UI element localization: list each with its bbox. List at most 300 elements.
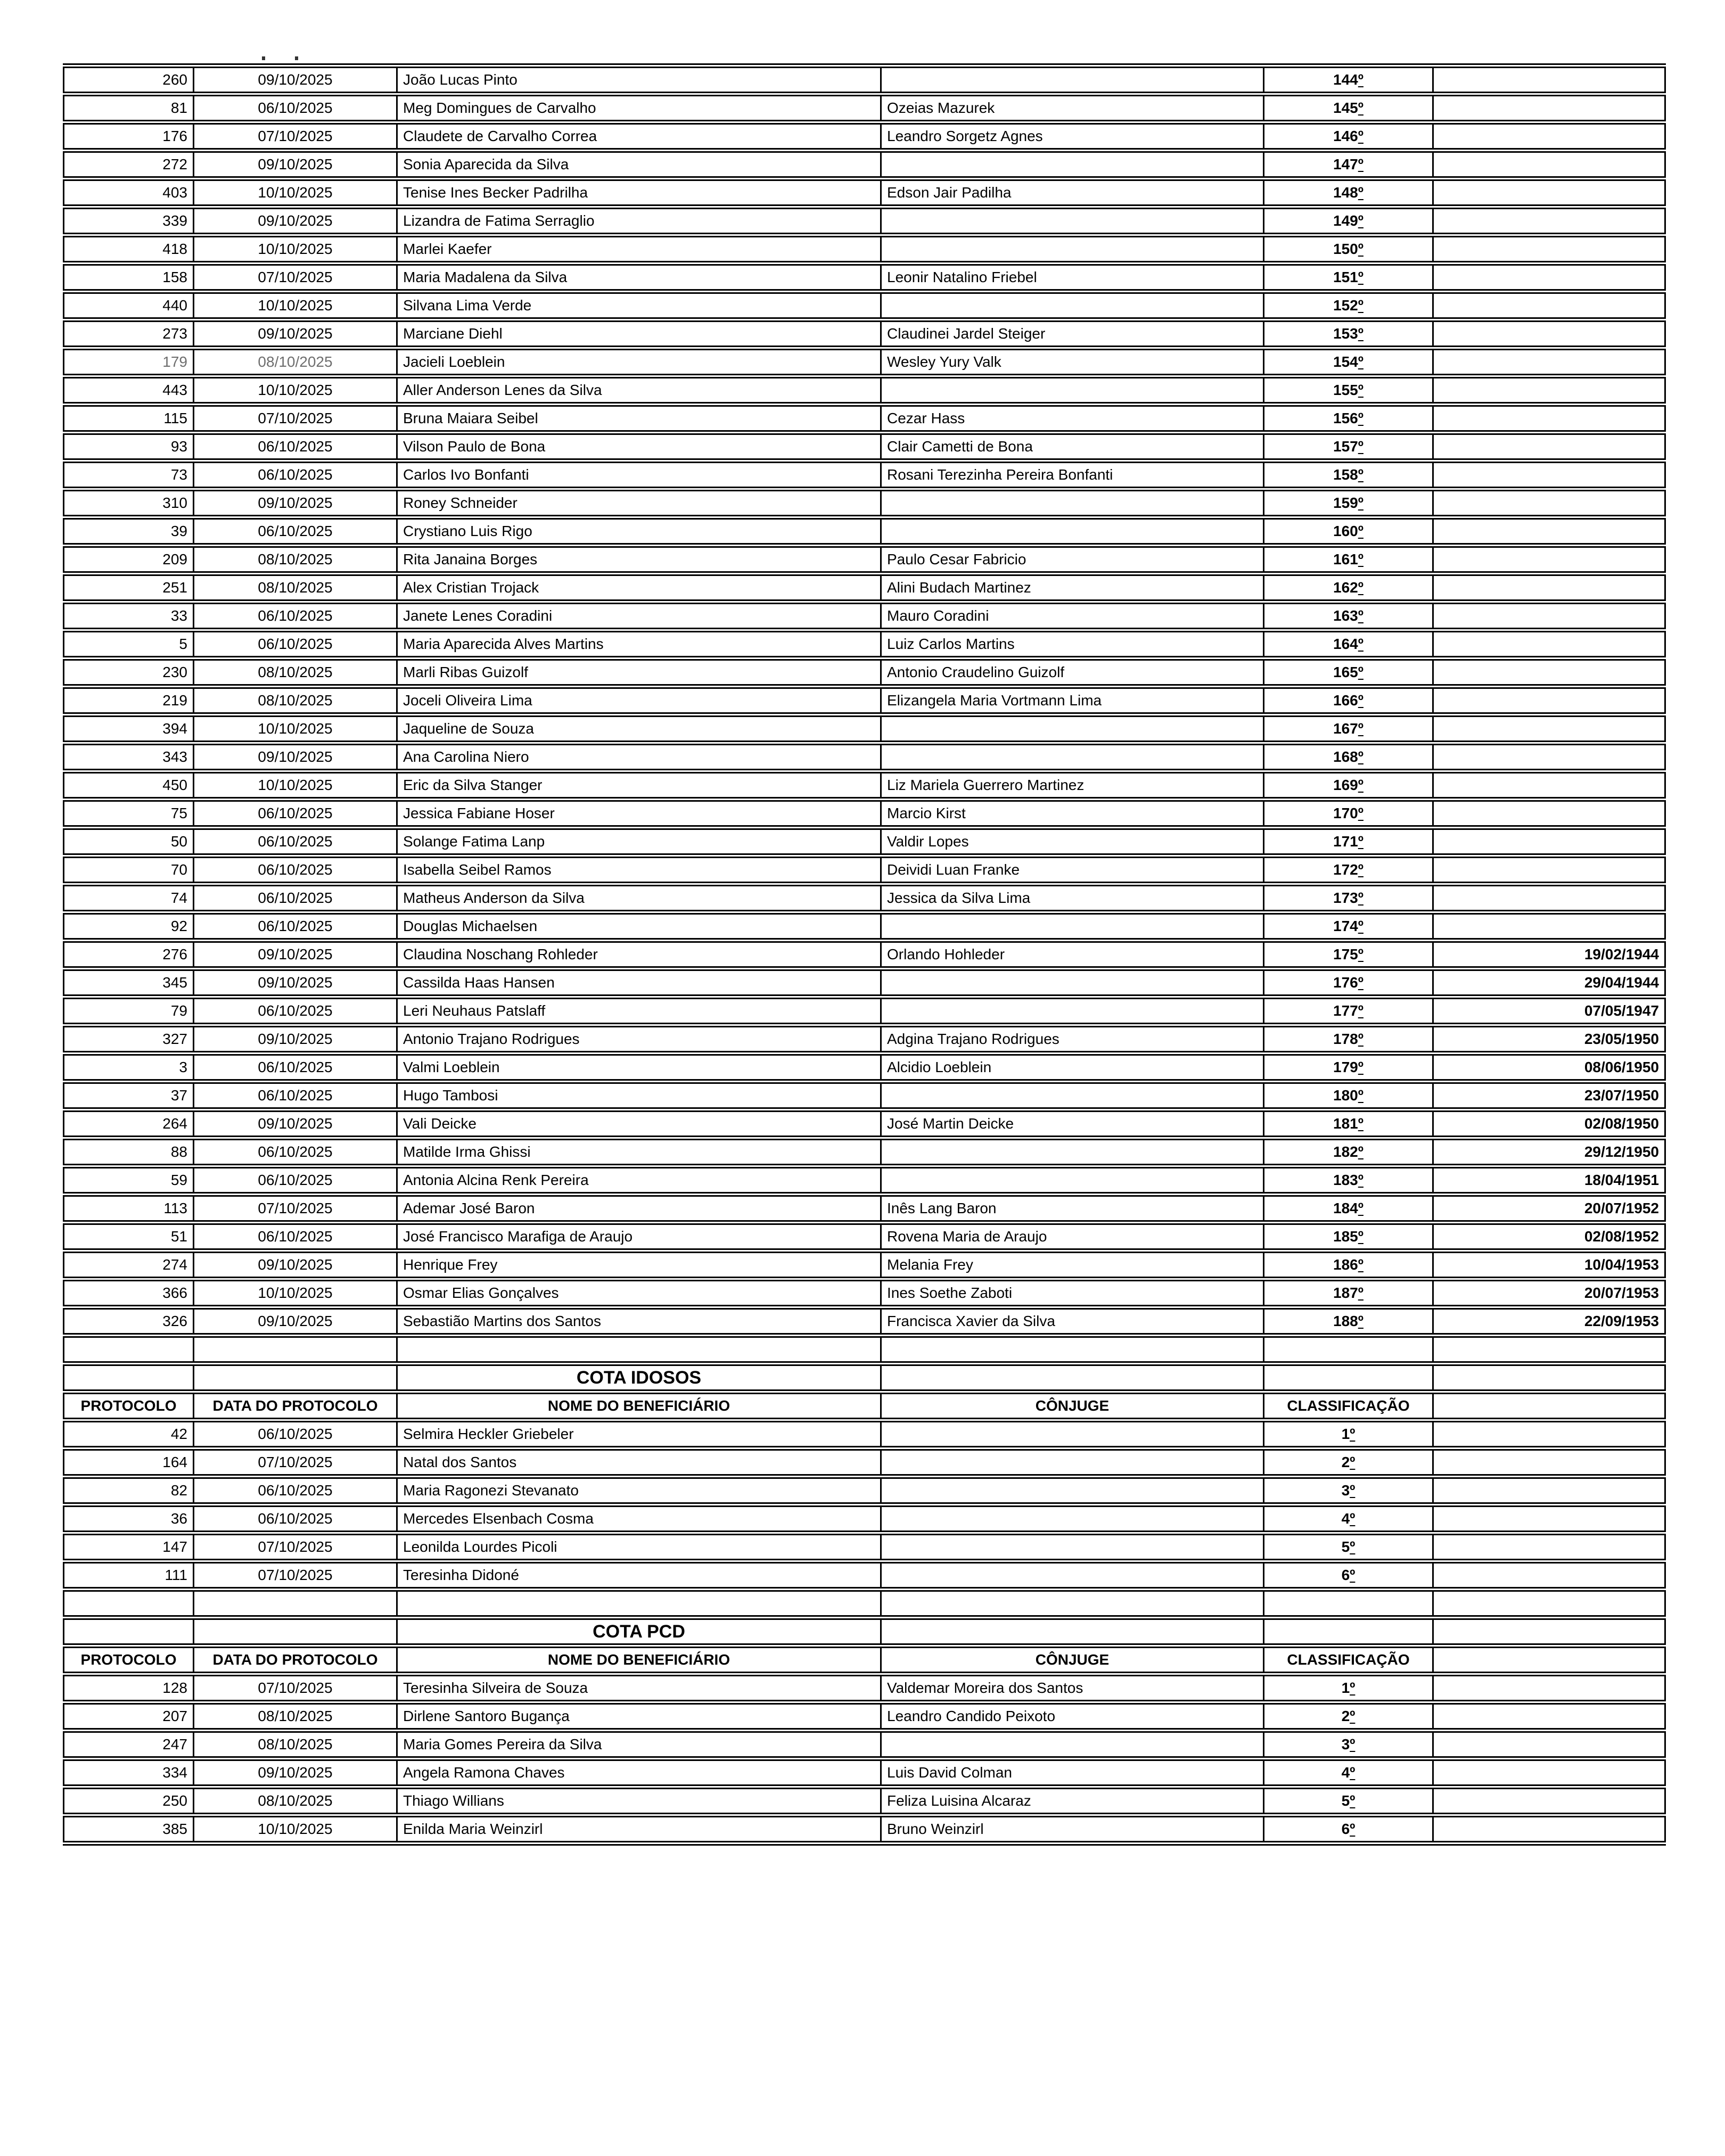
ordinal-indicator: º [1358,1313,1363,1329]
data-protocolo-cell: 08/10/2025 [194,687,397,715]
header-classificacao: CLASSIFICAÇÃO [1264,1392,1433,1420]
table-row [64,1251,1665,1279]
ordinal-indicator: º [1350,1482,1356,1499]
conjuge-cell: Jessica da Silva Lima [881,884,1264,912]
column-header-row [64,1392,1665,1420]
ordinal-indicator: º [1350,1821,1356,1837]
protocolo-cell: 327 [64,1025,194,1054]
classificacao-cell: 157º [1264,433,1433,461]
protocolo-cell: 247 [64,1731,194,1759]
ordinal-indicator: º [1358,212,1363,229]
ordinal-indicator: º [1358,748,1363,765]
nome-beneficiario-cell: Osmar Elias Gonçalves [397,1279,881,1307]
ordinal-indicator: º [1358,692,1363,709]
conjuge-cell [881,912,1264,941]
classificacao-cell: 175º [1264,941,1433,969]
conjuge-cell [881,207,1264,235]
empty-cell [64,1618,194,1646]
classificacao-cell: 188º [1264,1307,1433,1336]
header-protocolo: PROTOCOLO [64,1392,194,1420]
nascimento-cell [1433,1561,1665,1590]
nascimento-cell [1433,1505,1665,1533]
nascimento-cell: 23/07/1950 [1433,1082,1665,1110]
table-row [64,546,1665,574]
nascimento-cell [1433,546,1665,574]
conjuge-cell [881,489,1264,517]
nome-beneficiario-cell: Solange Fatima Lanp [397,828,881,856]
header-nome-beneficiario: NOME DO BENEFICIÁRIO [397,1646,881,1674]
conjuge-cell: Valdemar Moreira dos Santos [881,1674,1264,1702]
protocolo-cell: 179 [64,348,194,376]
conjuge-cell [881,376,1264,405]
ordinal-indicator: º [1350,1708,1356,1724]
data-protocolo-cell: 10/10/2025 [194,376,397,405]
classificacao-cell: 187º [1264,1279,1433,1307]
nascimento-cell [1433,602,1665,630]
protocolo-cell: 276 [64,941,194,969]
nascimento-cell [1433,743,1665,771]
conjuge-cell [881,1420,1264,1449]
data-protocolo-cell: 09/10/2025 [194,151,397,179]
nome-beneficiario-cell: Henrique Frey [397,1251,881,1279]
protocolo-cell: 33 [64,602,194,630]
nascimento-cell: 08/06/1950 [1433,1054,1665,1082]
data-protocolo-cell: 06/10/2025 [194,912,397,941]
nascimento-cell: 22/09/1953 [1433,1307,1665,1336]
header-data-protocolo: DATA DO PROTOCOLO [194,1646,397,1674]
classificacao-cell: 2º [1264,1449,1433,1477]
classificacao-cell: 158º [1264,461,1433,489]
protocolo-cell: 334 [64,1759,194,1787]
classificacao-cell: 184º [1264,1195,1433,1223]
table-row [64,1025,1665,1054]
ordinal-indicator: º [1358,128,1363,144]
table-row [64,264,1665,292]
nascimento-cell [1433,376,1665,405]
table-row [64,715,1665,743]
table-row [64,1449,1665,1477]
classificacao-cell: 169º [1264,771,1433,800]
protocolo-cell: 73 [64,461,194,489]
nascimento-cell [1433,348,1665,376]
nascimento-cell [1433,1674,1665,1702]
data-protocolo-cell: 06/10/2025 [194,856,397,884]
nome-beneficiario-cell: Maria Gomes Pereira da Silva [397,1731,881,1759]
data-protocolo-cell: 08/10/2025 [194,1787,397,1815]
nascimento-cell: 02/08/1952 [1433,1223,1665,1251]
empty-cell [1264,1618,1433,1646]
classificacao-cell: 145º [1264,94,1433,122]
nascimento-cell [1433,828,1665,856]
table-row [64,941,1665,969]
protocolo-cell: 128 [64,1674,194,1702]
classificacao-cell: 167º [1264,715,1433,743]
nascimento-cell [1433,179,1665,207]
table-row [64,122,1665,151]
header-conjuge: CÔNJUGE [881,1646,1264,1674]
protocolo-cell: 264 [64,1110,194,1138]
ordinal-indicator: º [1350,1792,1356,1809]
data-protocolo-cell: 09/10/2025 [194,207,397,235]
classificacao-cell: 181º [1264,1110,1433,1138]
protocolo-cell: 251 [64,574,194,602]
protocolo-cell: 51 [64,1223,194,1251]
beneficiaries-table-body [64,66,1665,1844]
protocolo-cell: 394 [64,715,194,743]
nome-beneficiario-cell: Meg Domingues de Carvalho [397,94,881,122]
conjuge-cell: Orlando Hohleder [881,941,1264,969]
classificacao-cell: 163º [1264,602,1433,630]
conjuge-cell: José Martin Deicke [881,1110,1264,1138]
table-row [64,94,1665,122]
nome-beneficiario-cell: Jacieli Loeblein [397,348,881,376]
conjuge-cell: Rovena Maria de Araujo [881,1223,1264,1251]
table-row [64,405,1665,433]
conjuge-cell: Bruno Weinzirl [881,1815,1264,1844]
data-protocolo-cell: 09/10/2025 [194,320,397,348]
table-row [64,743,1665,771]
table-row [64,574,1665,602]
table-row [64,1477,1665,1505]
ordinal-indicator: º [1358,100,1363,116]
ordinal-indicator: º [1358,297,1363,314]
nome-beneficiario-cell: Bruna Maiara Seibel [397,405,881,433]
spacer-cell [397,1336,881,1364]
table-row [64,687,1665,715]
spacer-cell [881,1336,1264,1364]
nome-beneficiario-cell: Janete Lenes Coradini [397,602,881,630]
table-row [64,1561,1665,1590]
conjuge-cell: Alcidio Loeblein [881,1054,1264,1082]
nascimento-cell: 29/04/1944 [1433,969,1665,997]
nome-beneficiario-cell: Cassilda Haas Hansen [397,969,881,997]
nome-beneficiario-cell: Matheus Anderson da Silva [397,884,881,912]
data-protocolo-cell: 07/10/2025 [194,1195,397,1223]
data-protocolo-cell: 06/10/2025 [194,1166,397,1195]
protocolo-cell: 88 [64,1138,194,1166]
classificacao-cell: 180º [1264,1082,1433,1110]
classificacao-cell: 144º [1264,66,1433,94]
conjuge-cell: Claudinei Jardel Steiger [881,320,1264,348]
data-protocolo-cell: 06/10/2025 [194,94,397,122]
beneficiaries-table [63,63,1666,1846]
data-protocolo-cell: 09/10/2025 [194,1307,397,1336]
table-row [64,1674,1665,1702]
table-row [64,1279,1665,1307]
protocolo-cell: 79 [64,997,194,1025]
ordinal-indicator: º [1358,495,1363,511]
conjuge-cell: Inês Lang Baron [881,1195,1264,1223]
protocolo-cell: 92 [64,912,194,941]
table-row [64,1195,1665,1223]
classificacao-cell: 3º [1264,1477,1433,1505]
nome-beneficiario-cell: Jaqueline de Souza [397,715,881,743]
column-header-row [64,1646,1665,1674]
nascimento-cell [1433,235,1665,264]
nascimento-cell [1433,1477,1665,1505]
nome-beneficiario-cell: Leonilda Lourdes Picoli [397,1533,881,1561]
clipped-previous-row-remnant [262,56,265,60]
nascimento-cell [1433,1787,1665,1815]
ordinal-indicator: º [1358,890,1363,906]
ordinal-indicator: º [1358,1228,1363,1245]
conjuge-cell: Valdir Lopes [881,828,1264,856]
nascimento-cell [1433,800,1665,828]
ordinal-indicator: º [1358,636,1363,652]
nascimento-cell: 02/08/1950 [1433,1110,1665,1138]
table-row [64,517,1665,546]
data-protocolo-cell: 07/10/2025 [194,1533,397,1561]
data-protocolo-cell: 08/10/2025 [194,546,397,574]
protocolo-cell: 450 [64,771,194,800]
table-row [64,1166,1665,1195]
classificacao-cell: 171º [1264,828,1433,856]
conjuge-cell [881,1533,1264,1561]
conjuge-cell: Paulo Cesar Fabricio [881,546,1264,574]
conjuge-cell: Alini Budach Martinez [881,574,1264,602]
data-protocolo-cell: 07/10/2025 [194,1561,397,1590]
classificacao-cell: 161º [1264,546,1433,574]
nome-beneficiario-cell: Sonia Aparecida da Silva [397,151,881,179]
protocolo-cell: 273 [64,320,194,348]
ordinal-indicator: º [1358,184,1363,201]
nome-beneficiario-cell: Crystiano Luis Rigo [397,517,881,546]
table-row [64,433,1665,461]
ordinal-indicator: º [1350,1510,1356,1527]
nascimento-cell [1433,461,1665,489]
classificacao-cell: 162º [1264,574,1433,602]
classificacao-cell: 168º [1264,743,1433,771]
classificacao-cell: 160º [1264,517,1433,546]
conjuge-cell [881,715,1264,743]
data-protocolo-cell: 06/10/2025 [194,433,397,461]
classificacao-cell: 3º [1264,1731,1433,1759]
data-protocolo-cell: 10/10/2025 [194,1815,397,1844]
protocolo-cell: 36 [64,1505,194,1533]
spacer-cell [194,1336,397,1364]
conjuge-cell [881,969,1264,997]
classificacao-cell: 6º [1264,1815,1433,1844]
nome-beneficiario-cell: Teresinha Didoné [397,1561,881,1590]
nascimento-cell [1433,1420,1665,1449]
empty-cell [64,1364,194,1392]
protocolo-cell: 74 [64,884,194,912]
classificacao-cell: 178º [1264,1025,1433,1054]
nome-beneficiario-cell: Claudete de Carvalho Correa [397,122,881,151]
data-protocolo-cell: 08/10/2025 [194,348,397,376]
conjuge-cell: Liz Mariela Guerrero Martinez [881,771,1264,800]
classificacao-cell: 172º [1264,856,1433,884]
protocolo-cell: 440 [64,292,194,320]
classificacao-cell: 154º [1264,348,1433,376]
ordinal-indicator: º [1358,269,1363,285]
protocolo-cell: 345 [64,969,194,997]
nome-beneficiario-cell: Hugo Tambosi [397,1082,881,1110]
classificacao-cell: 173º [1264,884,1433,912]
data-protocolo-cell: 10/10/2025 [194,771,397,800]
data-protocolo-cell: 09/10/2025 [194,1759,397,1787]
conjuge-cell [881,1166,1264,1195]
conjuge-cell: Leandro Sorgetz Agnes [881,122,1264,151]
ordinal-indicator: º [1358,1256,1363,1273]
data-protocolo-cell: 09/10/2025 [194,941,397,969]
protocolo-cell: 37 [64,1082,194,1110]
data-protocolo-cell: 06/10/2025 [194,1505,397,1533]
nome-beneficiario-cell: Maria Madalena da Silva [397,264,881,292]
protocolo-cell: 75 [64,800,194,828]
nascimento-cell [1433,264,1665,292]
protocolo-cell: 115 [64,405,194,433]
protocolo-cell: 343 [64,743,194,771]
nascimento-cell [1433,884,1665,912]
nome-beneficiario-cell: Mercedes Elsenbach Cosma [397,1505,881,1533]
data-protocolo-cell: 10/10/2025 [194,292,397,320]
spacer-cell [194,1590,397,1618]
data-protocolo-cell: 06/10/2025 [194,1477,397,1505]
nome-beneficiario-cell: Claudina Noschang Rohleder [397,941,881,969]
nascimento-cell [1433,489,1665,517]
empty-cell [1264,1364,1433,1392]
protocolo-cell: 82 [64,1477,194,1505]
conjuge-cell: Melania Frey [881,1251,1264,1279]
conjuge-cell: Leandro Candido Peixoto [881,1702,1264,1731]
empty-cell [194,1364,397,1392]
data-protocolo-cell: 06/10/2025 [194,602,397,630]
ordinal-indicator: º [1358,1087,1363,1104]
nome-beneficiario-cell: Matilde Irma Ghissi [397,1138,881,1166]
table-row [64,151,1665,179]
table-row [64,1223,1665,1251]
ordinal-indicator: º [1358,861,1363,878]
ordinal-indicator: º [1358,1172,1363,1188]
spacer-row [64,1336,1665,1364]
table-row [64,800,1665,828]
nascimento-cell [1433,66,1665,94]
table-row [64,1505,1665,1533]
nascimento-cell [1433,1702,1665,1731]
nascimento-cell [1433,1731,1665,1759]
classificacao-cell: 185º [1264,1223,1433,1251]
nascimento-cell [1433,630,1665,659]
spacer-cell [397,1590,881,1618]
table-row [64,461,1665,489]
conjuge-cell: Ines Soethe Zaboti [881,1279,1264,1307]
header-classificacao: CLASSIFICAÇÃO [1264,1646,1433,1674]
data-protocolo-cell: 06/10/2025 [194,800,397,828]
table-row [64,884,1665,912]
nascimento-cell [1433,1815,1665,1844]
data-protocolo-cell: 06/10/2025 [194,461,397,489]
nome-beneficiario-cell: Selmira Heckler Griebeler [397,1420,881,1449]
conjuge-cell: Clair Cametti de Bona [881,433,1264,461]
nome-beneficiario-cell: Antonia Alcina Renk Pereira [397,1166,881,1195]
data-protocolo-cell: 09/10/2025 [194,743,397,771]
nome-beneficiario-cell: José Francisco Marafiga de Araujo [397,1223,881,1251]
conjuge-cell: Deividi Luan Franke [881,856,1264,884]
table-row [64,997,1665,1025]
nome-beneficiario-cell: Leri Neuhaus Patslaff [397,997,881,1025]
data-protocolo-cell: 10/10/2025 [194,1279,397,1307]
data-protocolo-cell: 09/10/2025 [194,1110,397,1138]
nome-beneficiario-cell: Antonio Trajano Rodrigues [397,1025,881,1054]
table-row [64,1731,1665,1759]
table-row [64,207,1665,235]
classificacao-cell: 4º [1264,1505,1433,1533]
conjuge-cell [881,517,1264,546]
nascimento-cell: 10/04/1953 [1433,1251,1665,1279]
table-row [64,1307,1665,1336]
data-protocolo-cell: 10/10/2025 [194,179,397,207]
ordinal-indicator: º [1358,438,1363,455]
conjuge-cell: Marcio Kirst [881,800,1264,828]
table-row [64,912,1665,941]
nome-beneficiario-cell: João Lucas Pinto [397,66,881,94]
classificacao-cell: 170º [1264,800,1433,828]
nascimento-cell [1433,1449,1665,1477]
header-conjuge: CÔNJUGE [881,1392,1264,1420]
nascimento-cell [1433,659,1665,687]
nascimento-cell [1433,1533,1665,1561]
ordinal-indicator: º [1358,777,1363,793]
nome-beneficiario-cell: Silvana Lima Verde [397,292,881,320]
ordinal-indicator: º [1358,607,1363,624]
classificacao-cell: 166º [1264,687,1433,715]
nome-beneficiario-cell: Ademar José Baron [397,1195,881,1223]
nascimento-cell [1433,207,1665,235]
ordinal-indicator: º [1358,946,1363,962]
data-protocolo-cell: 07/10/2025 [194,264,397,292]
classificacao-cell: 147º [1264,151,1433,179]
classificacao-cell: 1º [1264,1420,1433,1449]
data-protocolo-cell: 09/10/2025 [194,66,397,94]
nascimento-cell: 07/05/1947 [1433,997,1665,1025]
nascimento-cell [1433,574,1665,602]
table-row [64,856,1665,884]
table-row [64,771,1665,800]
ordinal-indicator: º [1358,579,1363,596]
classificacao-cell: 149º [1264,207,1433,235]
classificacao-cell: 155º [1264,376,1433,405]
nascimento-cell [1433,151,1665,179]
classificacao-cell: 152º [1264,292,1433,320]
protocolo-cell: 42 [64,1420,194,1449]
classificacao-cell: 148º [1264,179,1433,207]
nascimento-cell: 20/07/1953 [1433,1279,1665,1307]
ordinal-indicator: º [1358,664,1363,680]
data-protocolo-cell: 06/10/2025 [194,884,397,912]
data-protocolo-cell: 06/10/2025 [194,828,397,856]
ordinal-indicator: º [1358,466,1363,483]
ordinal-indicator: º [1358,523,1363,539]
nome-beneficiario-cell: Teresinha Silveira de Souza [397,1674,881,1702]
empty-cell [881,1364,1264,1392]
ordinal-indicator: º [1358,1059,1363,1075]
ordinal-indicator: º [1358,1002,1363,1019]
nome-beneficiario-cell: Natal dos Santos [397,1449,881,1477]
ordinal-indicator: º [1350,1538,1356,1555]
nome-beneficiario-cell: Douglas Michaelsen [397,912,881,941]
protocolo-cell: 147 [64,1533,194,1561]
protocolo-cell: 209 [64,546,194,574]
nome-beneficiario-cell: Enilda Maria Weinzirl [397,1815,881,1844]
conjuge-cell [881,66,1264,94]
conjuge-cell: Edson Jair Padilha [881,179,1264,207]
protocolo-cell: 274 [64,1251,194,1279]
conjuge-cell [881,1505,1264,1533]
protocolo-cell: 230 [64,659,194,687]
protocolo-cell: 59 [64,1166,194,1195]
spacer-cell [64,1590,194,1618]
